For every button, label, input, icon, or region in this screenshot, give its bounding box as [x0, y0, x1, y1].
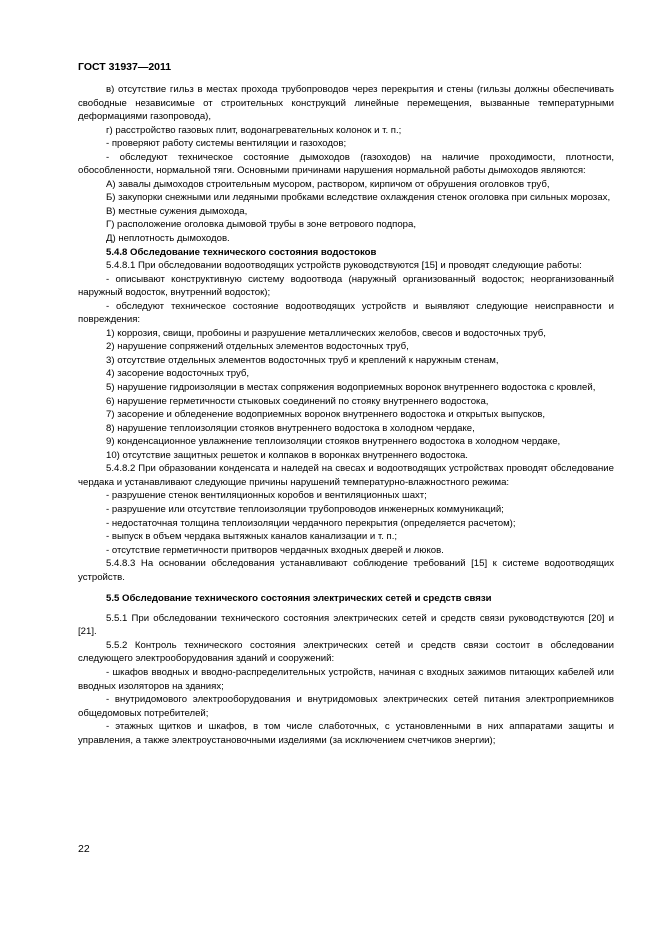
- list-item: 4) засорение водосточных труб,: [106, 368, 250, 380]
- list-item: - шкафов вводных и вводно-распределительных устройств, начиная с входных зажимов питающих кабелей или вводных изоляторов на зданиях;: [78, 666, 614, 692]
- list-item: 10) отсутствие защитных решеток и колпаков в воронках внутреннего водостока.: [106, 449, 468, 461]
- page-number: 22: [78, 843, 90, 855]
- list-item: Г) расположение оголовка дымовой трубы в зоне ветрового подпора,: [106, 219, 416, 231]
- list-item: 9) конденсационное увлажнение теплоизоляции стояков внутреннего водостока в холодном чердаке,: [106, 436, 561, 448]
- section-heading-5-4-8: 5.4.8 Обследование технического состояния водостоков: [106, 246, 377, 258]
- list-item: Д) неплотность дымоходов.: [106, 233, 230, 245]
- list-item: - отсутствие герметичности притворов чердачных входных дверей и люков.: [106, 544, 444, 556]
- list-item: - недостаточная толщина теплоизоляции чердачного перекрытия (определяется расчетом);: [106, 517, 516, 529]
- list-item: 5) нарушение гидроизоляции в местах сопряжения водоприемных воронок внутреннего водостока с кровлей,: [106, 382, 596, 394]
- list-item: 7) засорение и обледенение водоприемных воронок внутреннего водостока и открытых выпусков,: [106, 409, 546, 421]
- list-item: Б) закупорки снежными или ледяными пробками вследствие охлаждения стенок оголовка при сильных морозах,: [106, 192, 611, 204]
- list-item: В) местные сужения дымохода,: [106, 205, 248, 217]
- document-header: ГОСТ 31937—2011: [78, 61, 172, 73]
- list-item: 3) отсутствие отдельных элементов водосточных труб и креплений к наружным стенам,: [106, 354, 499, 366]
- list-item: - описывают конструктивную систему водоотвода (наружный организованный водосток; неорганизованный наружный водосток, внутренний водосток);: [78, 273, 614, 299]
- list-item: - обследуют техническое состояние дымоходов (газоходов) на наличие проходимости, плотности, обособленности, нормальной тяги. Основными причинами нарушения нормальной работы дымоходов являются:: [78, 151, 614, 177]
- paragraph: 5.4.8.1 При обследовании водоотводящих устройств руководствуются [15] и проводят следующие работы:: [106, 260, 582, 272]
- section-heading-5-5: 5.5 Обследование технического состояния электрических сетей и средств связи: [106, 593, 492, 605]
- list-item: А) завалы дымоходов строительным мусором, раствором, кирпичом от обрушения оголовков труб,: [106, 178, 550, 190]
- list-item: 6) нарушение герметичности стыковых соединений по стояку внутреннего водостока,: [106, 395, 489, 407]
- list-item: - обследуют техническое состояние водоотводящих устройств и выявляют следующие неисправности и повреждения:: [78, 300, 614, 326]
- list-item: - разрушение или отсутствие теплоизоляции трубопроводов инженерных коммуникаций;: [106, 503, 504, 515]
- list-item: 2) нарушение сопряжений отдельных элементов водосточных труб,: [106, 341, 409, 353]
- list-item: - внутридомового электрооборудования и внутридомовых электрических сетей питания электроприемников общедомовых потребителей;: [78, 694, 614, 719]
- list-item: - этажных щитков и шкафов, в том числе слаботочных, с установленными в них аппаратами защиты и управления, а также электроустановочными изделиями (за исключением счетчиков энергии);: [78, 721, 614, 746]
- document-body: [78, 83, 614, 747]
- list-item: 1) коррозия, свищи, пробоины и разрушение металлических желобов, свесов и водосточных труб,: [106, 327, 546, 339]
- paragraph: г) расстройство газовых плит, водонагревательных колонок и т. п.;: [106, 124, 402, 136]
- paragraph: 5.5.2 Контроль технического состояния электрических сетей и средств связи состоит в обследовании следующего электрооборудования зданий и сооружений:: [78, 639, 614, 665]
- paragraph: 5.4.8.2 При образовании конденсата и наледей на свесах и водоотводящих устройствах проводят обследование чердака и устанавливают следующие причины нарушений температурно-влажностного режима:: [78, 463, 614, 488]
- paragraph: 5.4.8.3 На основании обследования устанавливают соблюдение требований [15] к системе водоотводящих устройств.: [78, 558, 614, 583]
- list-item: - выпуск в объем чердака вытяжных каналов канализации и т. п.;: [106, 531, 398, 543]
- paragraph: в) отсутствие гильз в местах прохода трубопроводов через перекрытия и стены (гильзы должны обеспечивать свободные независимые от строительных конструкций линейные перемещения, вызванные температурными деформациями газопровода),: [78, 84, 614, 123]
- paragraph: 5.5.1 При обследовании технического состояния электрических сетей и средств связи руководствуются [20] и [21].: [78, 612, 614, 638]
- list-item: 8) нарушение теплоизоляции стояков внутреннего водостока в холодном чердаке,: [106, 422, 475, 434]
- list-item: - разрушение стенок вентиляционных коробов и вентиляционных шахт;: [106, 490, 427, 502]
- list-item: - проверяют работу системы вентиляции и газоходов;: [106, 138, 347, 150]
